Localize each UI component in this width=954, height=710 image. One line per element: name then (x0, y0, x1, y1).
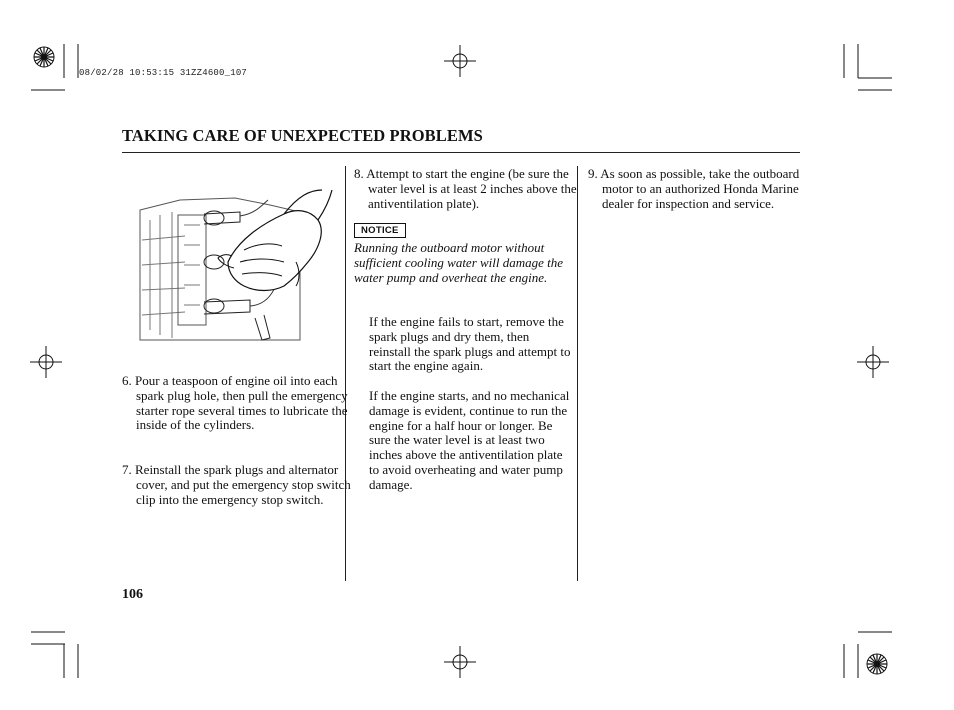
page-number: 106 (122, 587, 143, 602)
step-7: 7. Reinstall the spark plugs and alternator cover, and put the emergency stop switch clip into the emergency stop switch. (122, 462, 351, 507)
section-title: TAKING CARE OF UNEXPECTED PROBLEMS (122, 126, 483, 145)
engine-spark-plug-illustration (140, 190, 332, 340)
column-divider (577, 166, 578, 581)
registration-target-icon (34, 47, 54, 67)
step-9: 9. As soon as possible, take the outboard motor to an authorized Honda Marine dealer for inspection and service. (588, 166, 800, 211)
registration-target-icon (867, 654, 887, 674)
step-8: 8. Attempt to start the engine (be sure the water level is at least 2 inches above the antiventilation plate). (354, 166, 577, 211)
print-stamp: 08/02/28 10:53:15 31ZZ4600_107 (79, 68, 248, 78)
notice-label: NOTICE (354, 223, 406, 238)
notice-text: Running the outboard motor without sufficient cooling water will damage the water pump and overheat the engine. (354, 240, 564, 285)
title-divider (122, 152, 800, 153)
step-6: 6. Pour a teaspoon of engine oil into each spark plug hole, then pull the emergency starter rope several times to lubricate the inside of the cylinders. (122, 373, 348, 433)
engine-fails-paragraph: If the engine fails to start, remove the spark plugs and dry them, then reinstall the spark plugs and attempt to start the engine again. (369, 314, 571, 374)
engine-starts-paragraph: If the engine starts, and no mechanical damage is evident, continue to run the engine for a half hour or longer. Be sure the water level is at least two inches above the antiventilation plate to avoid overheating and water pump damage. (369, 388, 570, 492)
